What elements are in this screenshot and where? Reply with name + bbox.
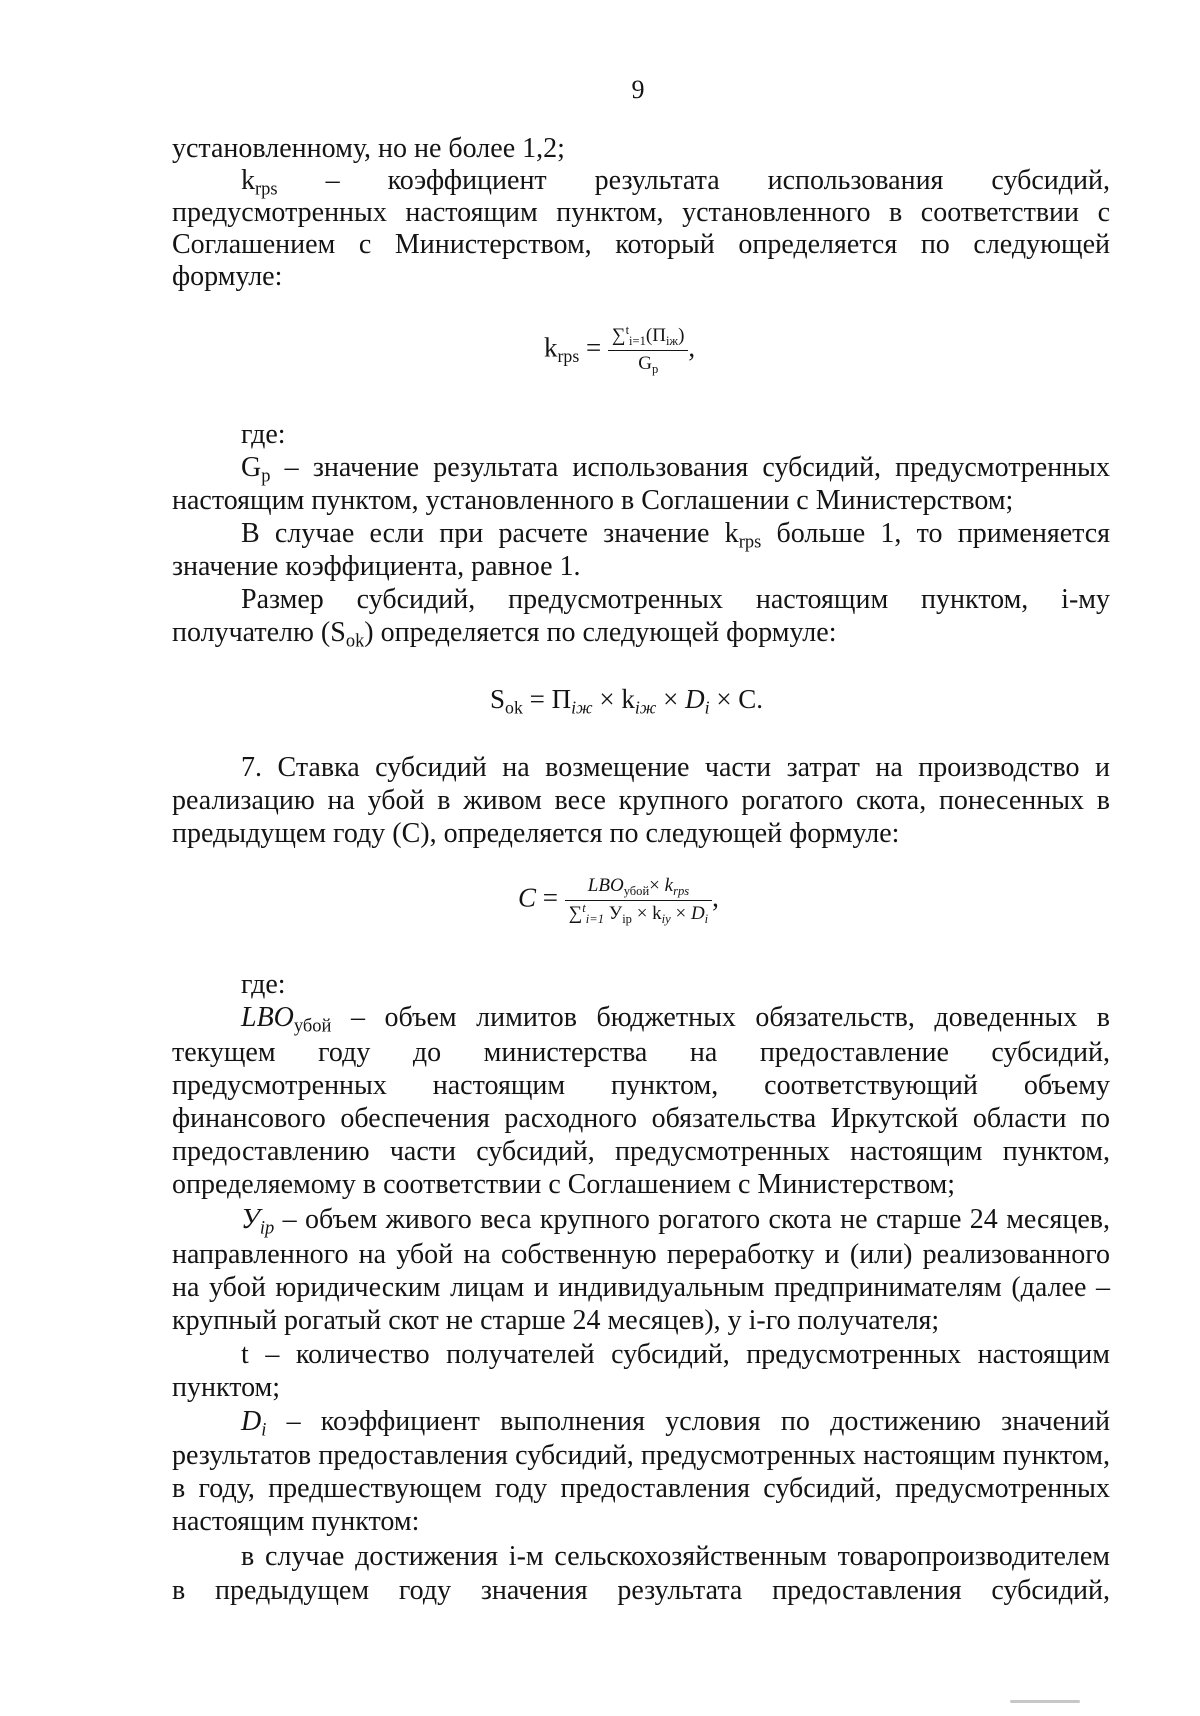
text-line: предусмотренных настоящим пунктом, соответствующий объему [172,1070,1110,1101]
sum-upper: t [625,323,630,338]
text-line: определяемому в соответствии с Соглашением с Министерством; [172,1169,956,1200]
sum-symbol: ∑ [612,325,626,346]
formula-tail: , [712,882,719,913]
subscript: i [261,1419,267,1440]
line-text: получателю (S [172,617,346,648]
denominator-term: × [670,902,691,924]
denominator-subscript: i [704,911,709,926]
symbol: D [241,1406,262,1437]
denominator-term: × k [631,902,662,924]
denominator-term: D [690,902,705,924]
numerator-subscript: убой [623,883,650,898]
text-line: в случае достижения i-м сельскохозяйственным товаропроизводителем [241,1541,1110,1572]
text-line: t – количество получателей субсидий, предусмотренных настоящим [241,1339,1110,1370]
line-text: – объем живого веса крупного рогатого скота не старше 24 месяцев, [274,1204,1110,1235]
symbol: G [241,452,262,483]
text-line [241,451,1110,484]
sum-lower: i=1 [585,911,604,926]
line-text: – коэффициент выполнения условия по достижению значений [266,1406,1110,1437]
formula-tail: , [688,332,696,363]
numerator-subscript: iж [665,333,679,348]
formula-numerator [608,323,688,351]
text-line [241,1405,1110,1438]
formula-subscript: i [704,697,710,718]
text-line: предусмотренных настоящим пунктом, установленного в соответствии с [172,197,1110,228]
sum-upper: t [582,901,586,915]
text-line: формуле: [172,261,283,292]
line-text: – объем лимитов бюджетных обязательств, доведенных в [331,1002,1110,1033]
formula-lhs-subscript: ok [505,697,523,718]
formula-denominator [565,901,712,925]
numerator-subscript: rps [673,883,690,898]
text-line: предыдущем году (С), определяется по следующей формуле: [172,818,900,849]
subscript: rps [255,178,278,199]
subscript: ok [345,630,365,651]
text-line: финансового обеспечения расходного обязательства Иркутской области по [172,1103,1110,1134]
numerator-close: ) [678,325,685,346]
symbol: k [241,165,255,196]
subscript: p [261,465,271,486]
formula-subscript: iж [634,697,657,718]
denominator-symbol: G [638,352,652,374]
formula-equals: = [536,882,565,913]
formula-term: × k [592,684,635,714]
text-line: в предыдущем году значения результата предоставления субсидий, [172,1575,1110,1606]
formula-lhs-subscript: rps [557,345,580,366]
denominator-term: У [604,902,623,924]
text-line: настоящим пунктом, установленного в Соглашении с Министерством; [172,485,1014,516]
formula-term: = П [522,684,572,714]
text-line: где: [241,969,286,1000]
text-line [241,1001,1110,1034]
formula-term: × [656,684,686,714]
formula-subscript: iж [571,697,593,718]
formula-sok [490,683,763,716]
line-text: ) определяется по следующей формуле: [364,617,837,648]
text-line: текущем году до министерства на предоставление субсидий, [172,1037,1110,1068]
numerator-body: (П [645,325,666,346]
subscript: rps [738,531,762,552]
formula-equals: = [579,332,609,363]
text-line: на убой юридическим лицам и индивидуальным предпринимателям (далее – [172,1272,1110,1303]
text-line [172,616,1110,649]
symbol: LBO [241,1002,294,1033]
sum-lower: i=1 [629,333,646,348]
text-line: Соглашением с Министерством, который определяется по следующей [172,229,1110,260]
text-line [241,517,1110,550]
formula-fraction [608,323,688,376]
line-text: – значение результата использования субсидий, предусмотренных [270,452,1110,483]
text-line: предоставлению части субсидий, предусмотренных настоящим пунктом, [172,1136,1110,1167]
denominator-subscript: iу [661,911,671,926]
line-text: – коэффициент результата использования субсидий, [277,165,1110,196]
formula-tail: × С. [709,684,764,714]
text-line: в году, предшествующем году предоставления субсидий, предусмотренных [172,1473,1110,1504]
numerator-symbol: k [664,875,674,896]
scan-artifact [1010,1700,1080,1703]
text-line: результатов предоставления субсидий, предусмотренных настоящим пунктом, [172,1440,1110,1471]
formula-fraction [565,876,712,925]
subscript: убой [293,1015,332,1036]
text-line: направленного на убой на собственную переработку и (или) реализованного [172,1239,1110,1270]
denominator-subscript: p [651,361,659,376]
sum-symbol: ∑ [568,902,583,924]
text-line: 7. Ставка субсидий на возмещение части затрат на производство и [241,752,1110,783]
text-line: где: [241,419,286,450]
subscript: ip [259,1217,275,1238]
page-number: 9 [631,75,645,104]
text-line: установленному, но не более 1,2; [172,133,565,164]
text-line: настоящим пунктом: [172,1506,420,1537]
text-line: крупный рогатый скот не старше 24 месяцев), у i-го получателя; [172,1305,940,1336]
text-line: реализацию на убой в живом весе крупного рогатого скота, понесенных в [172,785,1110,816]
formula-denominator [608,351,688,375]
formula-lhs: k [544,332,558,363]
formula-krps [544,323,696,376]
symbol: У [241,1204,260,1235]
formula-lhs: S [490,684,506,714]
numerator-symbol: LBO [587,875,624,896]
formula-term: D [685,684,705,714]
text-line: Размер субсидий, предусмотренных настоящим пунктом, i-му [241,584,1110,615]
numerator-times: × [649,875,665,896]
line-text: больше 1, то применяется [761,518,1111,549]
formula-numerator [565,876,712,901]
formula-c [518,876,719,925]
text-line: значение коэффициента, равное 1. [172,551,581,582]
denominator-subscript: ip [622,911,632,926]
line-text: В случае если при расчете значение k [241,518,739,549]
text-line: пунктом; [172,1372,281,1403]
formula-lhs: C [518,882,537,913]
text-line [241,164,1110,197]
text-line [241,1203,1110,1236]
